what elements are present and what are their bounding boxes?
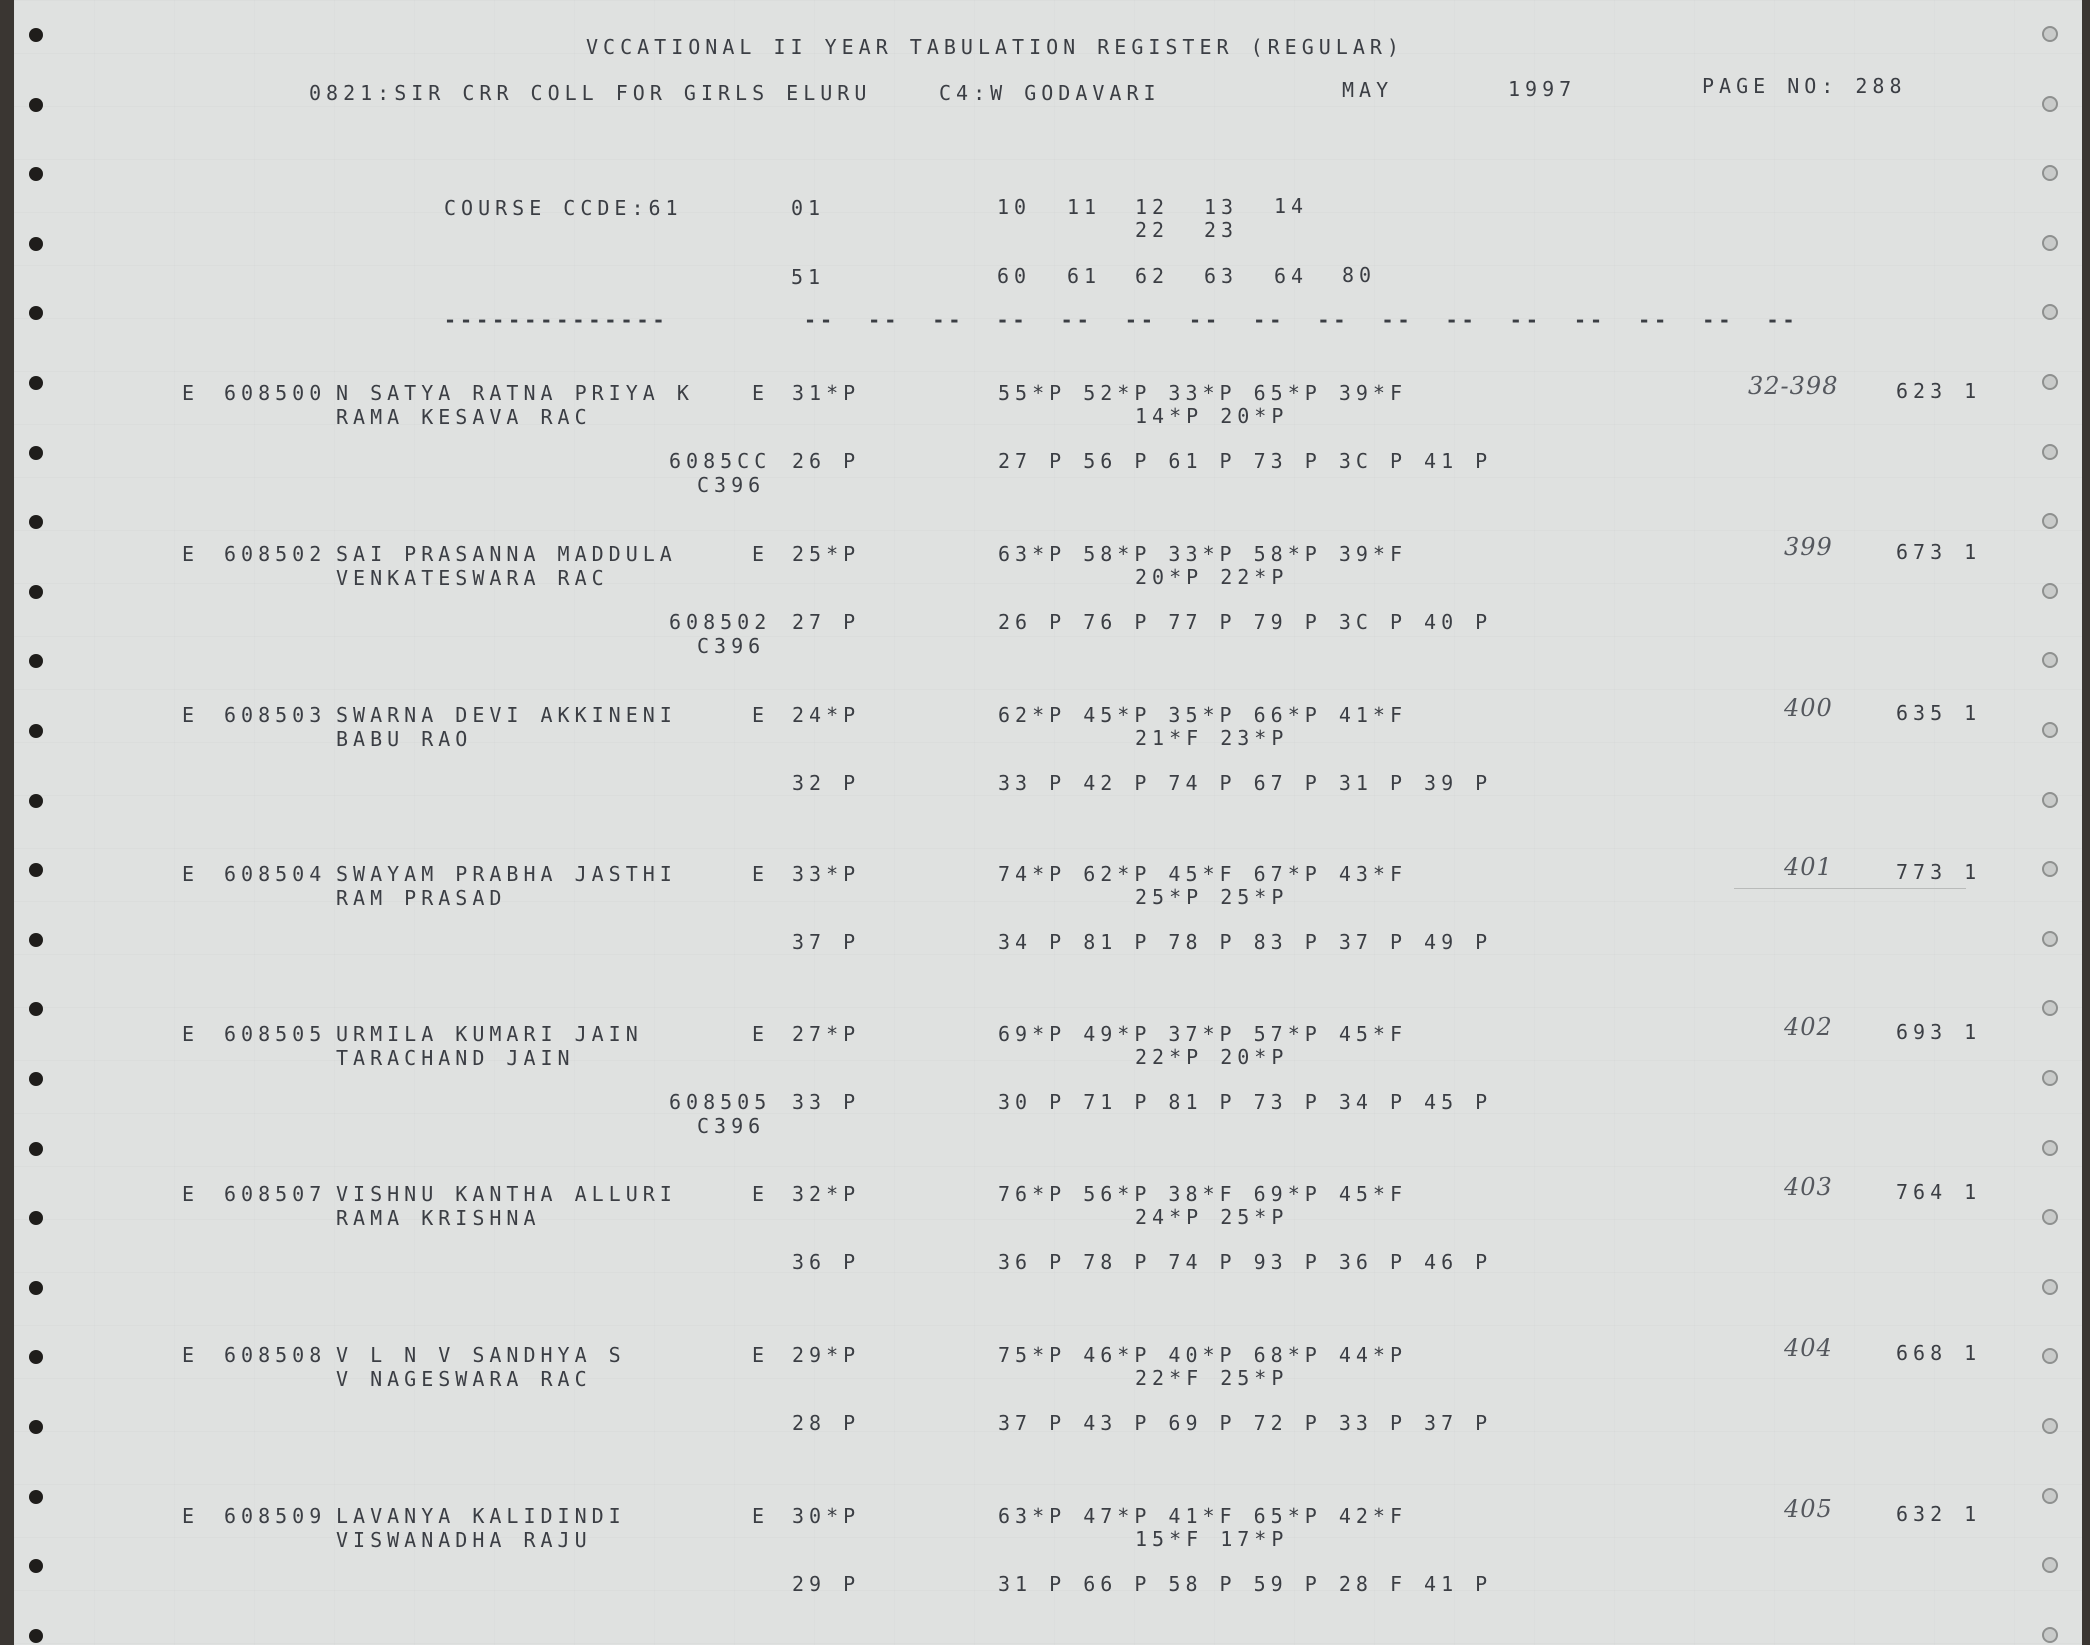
second-year-marks: 31 P 66 P 58 P 59 P 28 F 41 P: [998, 1572, 1493, 1596]
student-name: V L N V SANDHYA S: [336, 1343, 626, 1367]
second-year-mark: 29 P: [792, 1572, 861, 1596]
handwritten-serial: 404: [1784, 1334, 1833, 1362]
language-code: E: [752, 542, 770, 566]
subject-code: 61: [1067, 264, 1102, 288]
roll-number: 608500: [224, 381, 327, 405]
student-name: VISHNU KANTHA ALLURI: [336, 1182, 677, 1206]
feed-hole: [29, 794, 43, 808]
second-year-marks: 37 P 43 P 69 P 72 P 33 P 37 P: [998, 1411, 1493, 1435]
second-year-mark: 26 P: [792, 449, 861, 473]
feed-hole: [29, 1142, 43, 1156]
feed-hole: [29, 98, 43, 112]
district-name: C4:W GODAVARI: [939, 81, 1161, 105]
first-year-marks: 62*P 45*P 35*P 66*P 41*F: [998, 703, 1407, 727]
handwritten-serial: 405: [1784, 1495, 1833, 1523]
handwritten-serial: 399: [1784, 533, 1833, 561]
feed-hole: [29, 654, 43, 668]
subject-code: 64: [1274, 264, 1309, 288]
course-code: COURSE CCDE:61: [444, 196, 683, 220]
feed-hole: [29, 28, 43, 42]
second-year-mark: 37 P: [792, 930, 861, 954]
language-code: E: [752, 1343, 770, 1367]
feed-hole: [29, 863, 43, 877]
reference-code: C396: [697, 634, 766, 658]
feed-hole: [2042, 722, 2058, 738]
second-year-marks: 26 P 76 P 77 P 79 P 3C P 40 P: [998, 610, 1493, 634]
feed-hole: [2042, 652, 2058, 668]
feed-hole: [2042, 1418, 2058, 1434]
subject-code: 23: [1204, 218, 1239, 242]
subject-code: 62: [1135, 264, 1170, 288]
second-year-marks: 36 P 78 P 74 P 93 P 36 P 46 P: [998, 1250, 1493, 1274]
exam-month: MAY: [1342, 78, 1394, 102]
language-code: E: [752, 862, 770, 886]
first-year-marks: 55*P 52*P 33*P 65*P 39*F: [998, 381, 1407, 405]
student-name: N SATYA RATNA PRIYA K: [336, 381, 694, 405]
first-year-marks-sub: 24*P 25*P: [1135, 1205, 1289, 1229]
feed-hole: [29, 1350, 43, 1364]
subject-code: 51: [791, 265, 826, 289]
first-year-mark: 32*P: [792, 1182, 861, 1206]
first-year-marks: 69*P 49*P 37*P 57*P 45*F: [998, 1022, 1407, 1046]
feed-hole: [29, 167, 43, 181]
parent-name: V NAGESWARA RAC: [336, 1367, 592, 1391]
feed-hole: [2042, 1557, 2058, 1573]
first-year-marks-sub: 21*F 23*P: [1135, 726, 1289, 750]
language-code: E: [752, 1504, 770, 1528]
feed-hole: [29, 1002, 43, 1016]
feed-hole: [2042, 1488, 2058, 1504]
roll-number: 608503: [224, 703, 327, 727]
handwritten-serial: 402: [1784, 1013, 1833, 1041]
total-marks: 623 1: [1896, 379, 1982, 403]
category-code: E: [182, 1343, 200, 1367]
feed-hole: [2042, 444, 2058, 460]
pencil-line: [1734, 888, 1966, 889]
reference-number: 608502: [669, 610, 772, 634]
feed-hole: [2042, 1348, 2058, 1364]
subject-code: 01: [791, 196, 826, 220]
feed-hole: [2042, 304, 2058, 320]
first-year-mark: 29*P: [792, 1343, 861, 1367]
feed-hole: [2042, 235, 2058, 251]
feed-hole: [2042, 374, 2058, 390]
category-code: E: [182, 542, 200, 566]
second-year-mark: 33 P: [792, 1090, 861, 1114]
subject-code: 80: [1342, 263, 1377, 287]
feed-hole: [29, 1490, 43, 1504]
first-year-mark: 24*P: [792, 703, 861, 727]
total-marks: 764 1: [1896, 1180, 1982, 1204]
subject-code: 11: [1067, 195, 1102, 219]
total-marks: 693 1: [1896, 1020, 1982, 1044]
first-year-mark: 31*P: [792, 381, 861, 405]
handwritten-serial: 400: [1784, 694, 1833, 722]
feed-hole: [2042, 513, 2058, 529]
feed-hole: [2042, 583, 2058, 599]
first-year-marks-sub: 22*F 25*P: [1135, 1366, 1289, 1390]
feed-hole: [29, 1559, 43, 1573]
first-year-marks-sub: 22*P 20*P: [1135, 1045, 1289, 1069]
feed-hole: [29, 1420, 43, 1434]
first-year-marks: 74*P 62*P 45*F 67*P 43*F: [998, 862, 1407, 886]
feed-hole: [29, 237, 43, 251]
feed-hole: [29, 933, 43, 947]
roll-number: 608504: [224, 862, 327, 886]
first-year-marks: 76*P 56*P 38*F 69*P 45*F: [998, 1182, 1407, 1206]
college-name: 0821:SIR CRR COLL FOR GIRLS ELURU: [309, 81, 872, 105]
handwritten-serial: 401: [1784, 853, 1833, 881]
reference-code: C396: [697, 473, 766, 497]
feed-hole: [2042, 1627, 2058, 1643]
student-name: SAI PRASANNA MADDULA: [336, 542, 677, 566]
feed-hole: [2042, 931, 2058, 947]
first-year-marks-sub: 14*P 20*P: [1135, 404, 1289, 428]
tabulation-sheet: [14, 0, 2082, 1645]
first-year-marks: 63*P 58*P 33*P 58*P 39*F: [998, 542, 1407, 566]
feed-hole: [2042, 1000, 2058, 1016]
parent-name: VENKATESWARA RAC: [336, 566, 609, 590]
feed-hole: [29, 724, 43, 738]
roll-number: 608507: [224, 1182, 327, 1206]
category-code: E: [182, 703, 200, 727]
feed-hole: [2042, 792, 2058, 808]
feed-hole: [29, 1629, 43, 1643]
parent-name: TARACHAND JAIN: [336, 1046, 575, 1070]
category-code: E: [182, 1022, 200, 1046]
handwritten-serial: 32-398: [1748, 372, 1839, 400]
subject-code: 14: [1274, 194, 1309, 218]
category-code: E: [182, 862, 200, 886]
feed-hole: [2042, 1140, 2058, 1156]
second-year-mark: 32 P: [792, 771, 861, 795]
first-year-marks-sub: 20*P 22*P: [1135, 565, 1289, 589]
feed-hole: [29, 585, 43, 599]
total-marks: 632 1: [1896, 1502, 1982, 1526]
feed-hole: [29, 306, 43, 320]
student-name: URMILA KUMARI JAIN: [336, 1022, 643, 1046]
parent-name: RAMA KRISHNA: [336, 1206, 541, 1230]
total-marks: 773 1: [1896, 860, 1982, 884]
language-code: E: [752, 1022, 770, 1046]
language-code: E: [752, 381, 770, 405]
parent-name: VISWANADHA RAJU: [336, 1528, 592, 1552]
register-title: VCCATIONAL II YEAR TABULATION REGISTER (REGULAR): [586, 35, 1404, 59]
subject-code: 63: [1204, 264, 1239, 288]
subject-code: 13: [1204, 195, 1239, 219]
roll-number: 608505: [224, 1022, 327, 1046]
feed-hole: [29, 1072, 43, 1086]
second-year-marks: 30 P 71 P 81 P 73 P 34 P 45 P: [998, 1090, 1493, 1114]
first-year-mark: 33*P: [792, 862, 861, 886]
feed-hole: [29, 1211, 43, 1225]
first-year-marks-sub: 25*P 25*P: [1135, 885, 1289, 909]
feed-hole: [2042, 165, 2058, 181]
reference-number: 6085CC: [669, 449, 772, 473]
language-code: E: [752, 703, 770, 727]
feed-hole: [2042, 861, 2058, 877]
total-marks: 668 1: [1896, 1341, 1982, 1365]
category-code: E: [182, 1182, 200, 1206]
feed-hole: [29, 515, 43, 529]
first-year-mark: 27*P: [792, 1022, 861, 1046]
first-year-marks-sub: 15*F 17*P: [1135, 1527, 1289, 1551]
second-year-marks: 33 P 42 P 74 P 67 P 31 P 39 P: [998, 771, 1493, 795]
handwritten-serial: 403: [1784, 1173, 1833, 1201]
subject-code: 22: [1135, 218, 1170, 242]
feed-hole: [2042, 1279, 2058, 1295]
feed-hole: [29, 376, 43, 390]
student-name: SWAYAM PRABHA JASTHI: [336, 862, 677, 886]
parent-name: BABU RAO: [336, 727, 473, 751]
roll-number: 608509: [224, 1504, 327, 1528]
feed-hole: [29, 1281, 43, 1295]
second-year-mark: 27 P: [792, 610, 861, 634]
feed-hole: [2042, 1070, 2058, 1086]
first-year-marks: 63*P 47*P 41*F 65*P 42*F: [998, 1504, 1407, 1528]
student-name: SWARNA DEVI AKKINENI: [336, 703, 677, 727]
roll-number: 608502: [224, 542, 327, 566]
reference-number: 608505: [669, 1090, 772, 1114]
feed-hole: [2042, 1209, 2058, 1225]
first-year-mark: 25*P: [792, 542, 861, 566]
roll-number: 608508: [224, 1343, 327, 1367]
first-year-mark: 30*P: [792, 1504, 861, 1528]
category-code: E: [182, 1504, 200, 1528]
category-code: E: [182, 381, 200, 405]
reference-code: C396: [697, 1114, 766, 1138]
second-year-mark: 36 P: [792, 1250, 861, 1274]
feed-hole: [29, 446, 43, 460]
column-dashes: -- -- -- -- -- -- -- -- -- -- -- -- -- -- -- --: [804, 308, 1799, 332]
language-code: E: [752, 1182, 770, 1206]
second-year-marks: 27 P 56 P 61 P 73 P 3C P 41 P: [998, 449, 1493, 473]
exam-year: 1997: [1508, 77, 1577, 101]
second-year-mark: 28 P: [792, 1411, 861, 1435]
subject-code: 10: [997, 195, 1032, 219]
total-marks: 673 1: [1896, 540, 1982, 564]
parent-name: RAMA KESAVA RAC: [336, 405, 592, 429]
total-marks: 635 1: [1896, 701, 1982, 725]
page-number: PAGE NO: 288: [1702, 74, 1907, 98]
course-underline: --------------: [444, 308, 669, 332]
second-year-marks: 34 P 81 P 78 P 83 P 37 P 49 P: [998, 930, 1493, 954]
subject-code: 12: [1135, 195, 1170, 219]
feed-hole: [2042, 26, 2058, 42]
feed-hole: [2042, 96, 2058, 112]
first-year-marks: 75*P 46*P 40*P 68*P 44*P: [998, 1343, 1407, 1367]
parent-name: RAM PRASAD: [336, 886, 507, 910]
student-name: LAVANYA KALIDINDI: [336, 1504, 626, 1528]
subject-code: 60: [997, 264, 1032, 288]
